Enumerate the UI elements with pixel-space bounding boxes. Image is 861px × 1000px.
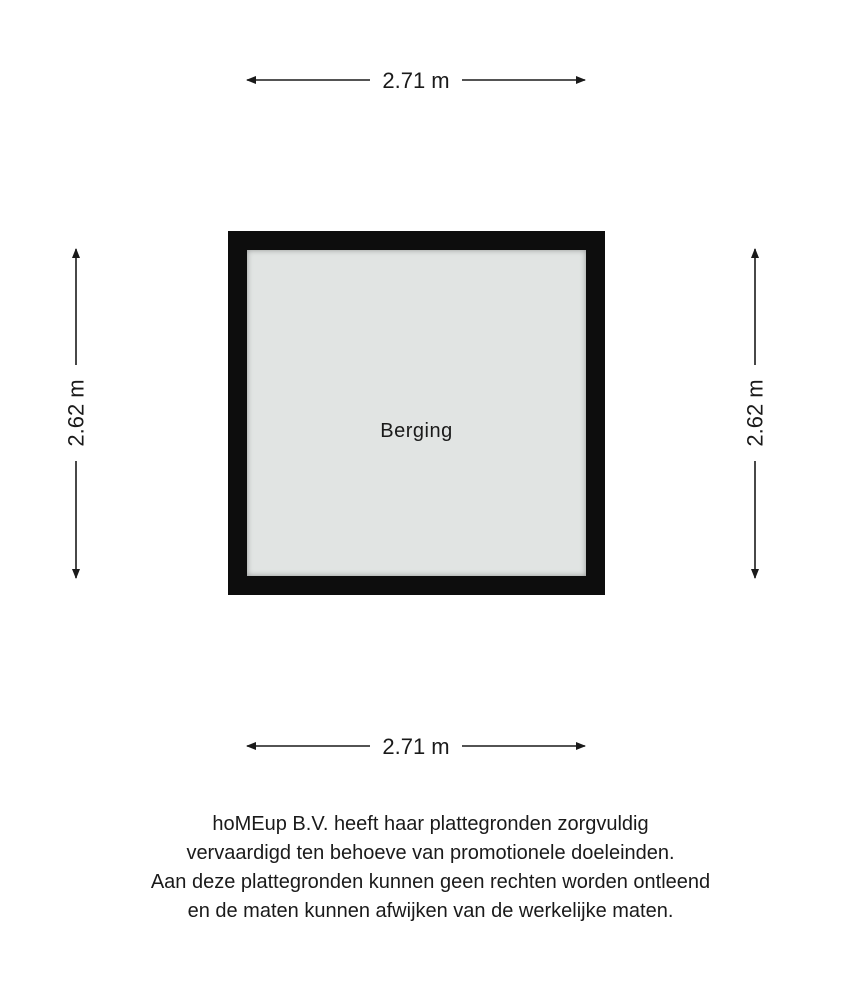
disclaimer-line: hoMEup B.V. heeft haar plattegronden zorgvuldig bbox=[212, 813, 649, 835]
left-height-label: 2.62 m bbox=[63, 379, 89, 447]
right-height-label: 2.62 m bbox=[742, 379, 768, 447]
disclaimer-line: Aan deze plattegronden kunnen geen rechten worden ontleend bbox=[150, 871, 711, 893]
room-walls bbox=[228, 231, 605, 595]
right-height-dimension bbox=[743, 249, 768, 578]
bottom-width-dimension bbox=[247, 734, 585, 759]
disclaimer-text bbox=[0, 810, 861, 926]
room-name-label: Berging bbox=[380, 420, 453, 442]
left-height-dimension bbox=[64, 249, 89, 578]
disclaimer-line: en de maten kunnen afwijken van de werkelijke maten. bbox=[187, 900, 674, 922]
room-floor bbox=[247, 250, 586, 576]
bottom-width-label: 2.71 m bbox=[382, 734, 450, 759]
disclaimer-line: vervaardigd ten behoeve van promotionele doeleinden. bbox=[186, 842, 675, 864]
top-width-label: 2.71 m bbox=[382, 68, 450, 93]
top-width-dimension bbox=[247, 68, 585, 93]
